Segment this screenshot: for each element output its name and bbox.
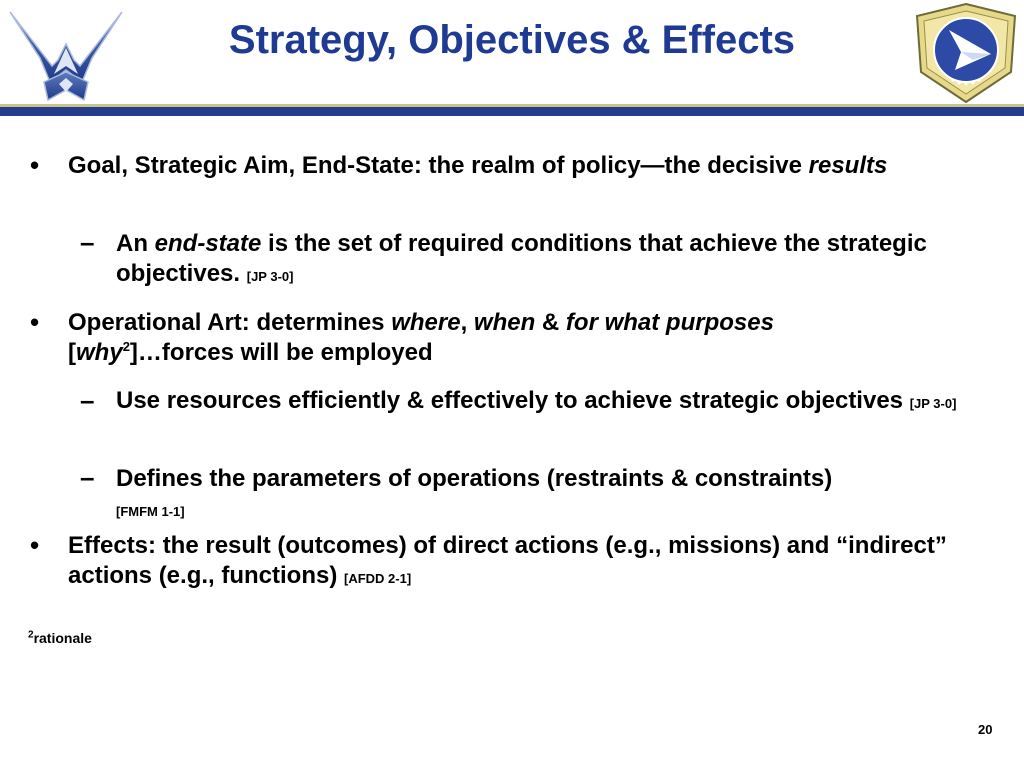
reference-fmfm-1-1: [FMFM 1-1] (116, 504, 185, 519)
reference-afdd-2-1: [AFDD 2-1] (344, 571, 412, 586)
op-art-where: where (391, 309, 461, 336)
end-state-pre: An (116, 230, 155, 257)
op-art-pre: Operational Art: determines (68, 309, 392, 336)
op-art-sup: 2 (122, 339, 130, 354)
bullet-goal (68, 151, 998, 181)
footnote-text: rationale (33, 630, 92, 646)
header-rule-blue (0, 107, 1024, 116)
air-force-research-laboratory-seal (913, 2, 1019, 104)
page-number: 20 (978, 722, 993, 737)
sub-bullet-marker: – (80, 227, 95, 257)
end-state-post: is the set of required conditions that achieve the strategic objectives. (116, 230, 927, 287)
footnote (28, 630, 92, 646)
reference-jp-3-0: [JP 3-0] (909, 396, 957, 411)
bullet-effects (68, 531, 998, 594)
resources-text: Use resources efficiently & effectively to achieve strategic objectives (116, 387, 910, 414)
op-art-post: ]…forces will be employed (129, 339, 433, 366)
footnote-sup: 2 (28, 629, 34, 641)
sub-bullet-marker: – (80, 385, 95, 415)
reference-jp-3-0: [JP 3-0] (246, 269, 294, 284)
parameters-text: Defines the parameters of operations (restraints & constraints) (116, 465, 833, 492)
op-art-why: why (76, 339, 123, 366)
bullet-marker: • (30, 530, 40, 560)
bullet-goal-text: Goal, Strategic Aim, End-State: the realm of policy—the decisive (68, 152, 809, 179)
sub-bullet-resources (116, 386, 1006, 419)
bullet-operational-art (68, 308, 998, 368)
bullet-marker: • (30, 307, 40, 337)
end-state-italic: end-state (154, 230, 262, 257)
bullet-marker: • (30, 150, 40, 180)
sub-bullet-parameters (116, 464, 1006, 527)
op-art-purposes: for what purposes (565, 309, 774, 336)
bullet-goal-italic: results (808, 152, 888, 179)
effects-text: Effects: the result (outcomes) of direct actions (e.g., missions) and “indirect” actions (e.g., functions) (68, 532, 947, 589)
op-art-comma: , (460, 309, 474, 336)
op-art-when: when (473, 309, 536, 336)
op-art-bracket: [ (68, 339, 76, 366)
page-title: Strategy, Objectives & Effects (228, 18, 796, 62)
op-art-amp: & (535, 309, 566, 336)
sub-bullet-marker: – (80, 462, 95, 492)
sub-bullet-end-state (116, 229, 1006, 292)
